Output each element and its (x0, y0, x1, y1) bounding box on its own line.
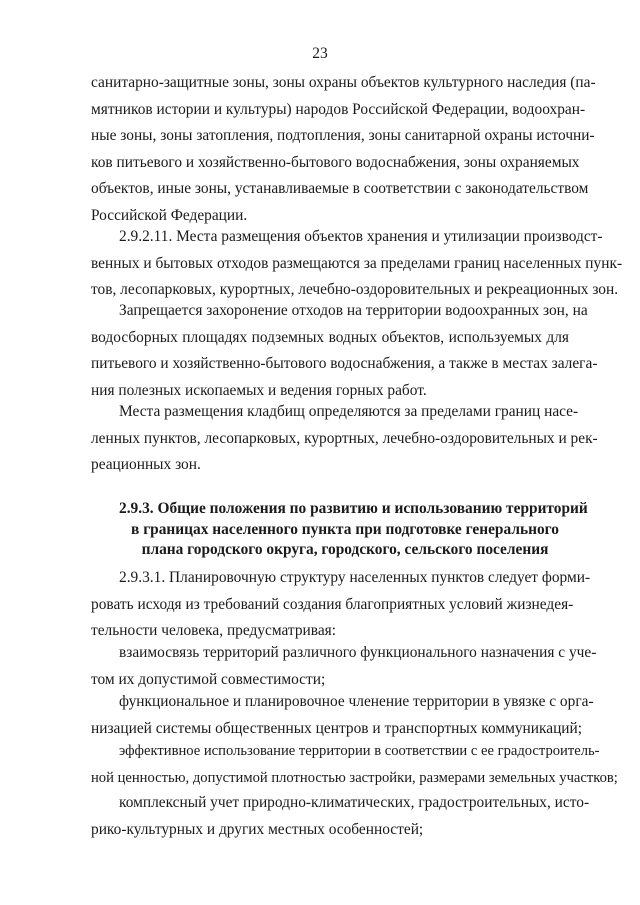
section-heading (91, 499, 588, 561)
text-line: 2.9.3.1. Планировочную структуру населенных пунктов следует форми- (119, 569, 591, 586)
text-line: ной ценностью, допустимой плотностью застройки, размерами земельных участков; (91, 769, 618, 786)
text-line: комплексный учет природно-климатических, градостроительных, исто- (119, 794, 590, 811)
text-line: венных и бытовых отходов размещаются за пределами границ населенных пунк- (91, 254, 623, 272)
paragraph (91, 399, 598, 479)
text-line: санитарно-защитные зоны, зоны охраны объектов культурного наследия (па- (91, 74, 596, 91)
text-line: тов, лесопарковых, курортных, лечебно-оздоровительных и рекреационных зон. (91, 281, 619, 298)
text-line: объектов, иные зоны, устанавливаемые в соответствии с законодательством (91, 180, 589, 197)
text-line: функциональное и планировочное членение территории в увязке с орга- (119, 693, 594, 710)
text-line: Места размещения кладбищ определяются за пределами границ насе- (119, 403, 579, 420)
text-line: рико-культурных и других местных особенностей; (91, 820, 424, 838)
paragraph (91, 298, 598, 404)
list-item (91, 738, 618, 791)
text-line: эффективное использование территории в соответствии с ее градостроитель- (119, 743, 600, 759)
heading-line: в границах населенного пункта при подготовке генерального (131, 520, 559, 538)
text-line: питьевого и хозяйственно-бытового водоснабжения, а также в местах залега- (91, 355, 598, 372)
list-item (91, 640, 597, 693)
list-item (91, 790, 590, 843)
page-number: 23 (312, 45, 328, 62)
text-line: реационных зон. (91, 456, 201, 473)
text-line: взаимосвязь территорий различного функционального назначения с уче- (119, 644, 597, 661)
text-line: том их допустимой совместимости; (91, 670, 326, 688)
text-line: Запрещается захоронение отходов на территории водоохранных зон, на (119, 302, 588, 319)
text-line: ков питьевого и хозяйственно-бытового водоснабжения, зоны охраняемых (91, 153, 580, 171)
text-line: ния полезных ископаемых и ведения горных работ. (91, 381, 427, 399)
paragraph (91, 224, 623, 304)
text-line: 2.9.2.11. Места размещения объектов хранения и утилизации производст- (119, 228, 603, 245)
heading-line: плана городского округа, городского, сельского поселения (141, 541, 549, 558)
text-line: ровать исходя из требований создания благоприятных условий жизнедея- (91, 595, 574, 613)
text-line: ные зоны, зоны затопления, подтопления, зоны санитарной охраны источни- (91, 127, 595, 144)
paragraph (91, 565, 591, 645)
text-line: тельности человека, предусматривая: (91, 622, 337, 639)
paragraph (91, 70, 596, 229)
list-item (91, 689, 594, 742)
text-line: водосборных площадях подземных водных объектов, используемых для (91, 328, 569, 346)
heading-line: 2.9.3. Общие положения по развитию и использованию территорий (119, 500, 588, 517)
text-line: низацией системы общественных центров и транспортных коммуникаций; (91, 719, 583, 737)
text-line: мятников истории и культуры) народов Российской Федерации, водоохран- (91, 100, 586, 118)
text-line: ленных пунктов, лесопарковых, курортных, лечебно-оздоровительных и рек- (91, 429, 598, 447)
text-line: Российской Федерации. (91, 206, 248, 224)
